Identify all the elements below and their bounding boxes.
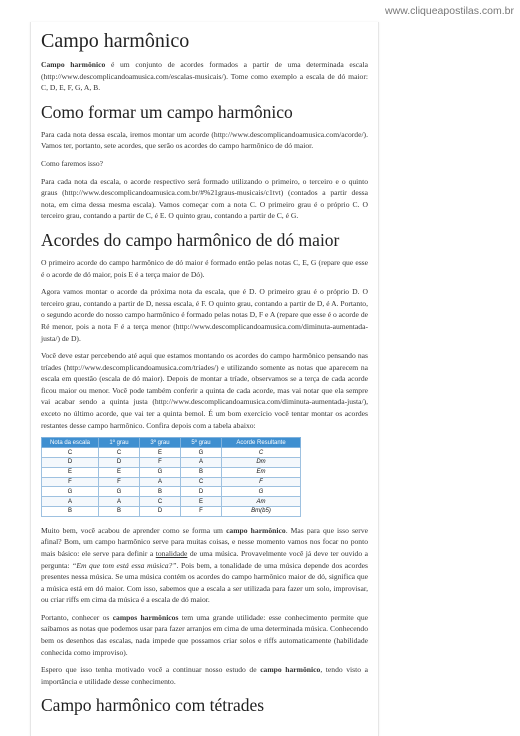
table-row	[42, 477, 301, 487]
table-cell-chord: F	[222, 477, 301, 487]
table-cell-chord: Dm	[222, 458, 301, 468]
table-cell: D	[181, 487, 222, 497]
section3-paragraph-1	[41, 525, 368, 606]
section1-paragraph-2: Como faremos isso?	[41, 158, 104, 168]
table-cell: G	[99, 487, 140, 497]
table-row	[42, 458, 301, 468]
section-heading-como-formar: Como formar um campo harmônico	[41, 101, 293, 122]
table-cell: F	[42, 477, 99, 487]
table-cell: C	[140, 497, 181, 507]
table-row	[42, 487, 301, 497]
table-cell: B	[140, 487, 181, 497]
intro-paragraph	[41, 59, 368, 94]
table-row	[42, 467, 301, 477]
table-cell: G	[140, 467, 181, 477]
italic-quote: “Em que tom está essa música?”	[72, 560, 177, 570]
text-run: tem uma grande utilidade: esse conhecimento permite que saibamos as notas que podemos usar para fazer arranjos em cima de uma determinada música. Conhecendo bem os desenhos das escalas, nada impede que possamos criar solos e riffs automaticamente (habilidade conhecida como improviso).	[41, 612, 368, 657]
table-cell-chord: Am	[222, 497, 301, 507]
chord-table-header-row	[42, 438, 301, 448]
header-quinto-grau: 5º grau	[181, 438, 222, 448]
table-row	[42, 506, 301, 516]
table-cell: D	[99, 458, 140, 468]
table-cell: B	[181, 467, 222, 477]
table-cell-chord: Bm(b5)	[222, 506, 301, 516]
section2-paragraph-3: Você deve estar percebendo até aqui que estamos montando os acordes do campo harmônico pensando nas tríades (http://www.descomplicandoamusica.com/triades/) e utilizando somente as notas que aparecem na escala em questão (escala de dó maior). Depois de montar a tríade, observamos se a terça de cada acorde ficou maior ou menor. Você pode também conferir a quinta de cada acorde, mas vai notar que ela sempre vai acabar sendo a quinta justa (http://www.descomplicandoamusica.com/diminuta-aumentada-justa/), exceto no último acorde, que vai ter a quinta bemol. É um bom exercício você tentar montar os acordes restantes desse campo harmônico. Confira depois com a tabela abaixo:	[41, 351, 368, 430]
section1-paragraph-1: Para cada nota dessa escala, iremos montar um acorde (http://www.descomplicandoamusica.com/acorde/). Vamos ter, portanto, sete acordes, que serão os acordes do campo harmônico de dó maior.	[41, 129, 368, 151]
section-heading-acordes: Acordes do campo harmônico de dó maior	[41, 229, 340, 250]
table-cell: E	[181, 497, 222, 507]
table-cell: C	[181, 477, 222, 487]
table-cell: A	[140, 477, 181, 487]
header-nota-da-escala: Nota da escala	[42, 438, 99, 448]
table-cell: B	[42, 506, 99, 516]
header-terceiro-grau: 3º grau	[140, 438, 181, 448]
table-cell: E	[42, 467, 99, 477]
chord-table	[41, 437, 301, 516]
site-watermark: www.cliqueapostilas.com.br	[385, 5, 514, 17]
intro-bold-term: Campo harmônico	[41, 60, 106, 69]
table-cell-chord: Em	[222, 467, 301, 477]
text-run: Portanto, conhecer os	[41, 612, 113, 622]
table-cell: G	[42, 487, 99, 497]
table-cell: D	[42, 458, 99, 468]
table-cell: A	[99, 497, 140, 507]
table-row	[42, 497, 301, 507]
table-cell: C	[99, 448, 140, 458]
page-title: Campo harmônico	[41, 30, 190, 52]
table-cell: C	[42, 448, 99, 458]
section3-paragraph-2	[41, 612, 368, 658]
table-cell: E	[140, 448, 181, 458]
document-page	[30, 22, 379, 736]
text-run: . Pois bem, a tonalidade de uma música depende dos acordes presentes nessa música. Se uma música contém os acordes do campo harmônico maior de dó, significa que a música está em dó maior. Com isso, sabemos que a escala a ser utilizada para fazer um solo, improvisar, ou criar riffs em cima da música é a escala de dó maior.	[41, 560, 368, 605]
section-heading-tetrades: Campo harmônico com tétrades	[41, 695, 265, 716]
table-cell: B	[99, 506, 140, 516]
section1-paragraph-3: Para cada nota da escala, o acorde respectivo será formado utilizando o primeiro, o terceiro e o quinto graus (http://www.descomplicandoamusica.com.br/#%21graus-musicais/c1tvt) (contados a partir dessa nota, em cima dessa mesma escala). Vamos começar com a nota C. O primeiro grau é o próprio C. O terceiro grau, contando a partir de C, é E. O quinto grau, contando a partir de C, é G.	[41, 176, 368, 221]
text-run: Muito bem, você acabou de aprender como se forma um	[41, 525, 227, 535]
intro-text: é um conjunto de acordes formados a partir de uma determinada escala (http://www.descomplicandoamusica.com/escalas-musicais/). Tome como exemplo a escala de dó maior: C, D, E, F, G, A, B.	[41, 60, 368, 93]
header-acorde-resultante: Acorde Resultante	[222, 438, 301, 448]
table-cell: F	[140, 458, 181, 468]
table-cell: G	[181, 448, 222, 458]
table-cell: A	[181, 458, 222, 468]
section2-paragraph-2: Agora vamos montar o acorde da próxima nota da escala, que é D. O primeiro grau é o próprio D. O terceiro grau, contando a partir de D, nessa escala, é F. O quinto grau, contando a partir de D, é A. Portanto, o segundo acorde do nosso campo harmônico é formado pelas notas D, F e A (repare que esse é o acorde de Ré menor, pois a nota F é a terça menor (http://www.descomplicandoamusica.com/diminuta-aumentada-justa/) de D).	[41, 287, 368, 343]
table-cell: D	[140, 506, 181, 516]
table-cell-chord: G	[222, 487, 301, 497]
table-cell: A	[42, 497, 99, 507]
bold-term: campos harmônicos	[112, 612, 179, 622]
text-run: de uma música. Provavelmente você já deve ter ouvido a pergunta:	[41, 548, 368, 570]
text-run: , tendo visto a importância e utilidade desse conhecimento.	[41, 665, 368, 686]
section2-paragraph-1: O primeiro acorde do campo harmônico de dó maior é formado então pelas notas C, E, G (repare que esse é o acorde de dó maior, pois E é a terça maior de Dó).	[41, 257, 368, 279]
table-cell-chord: C	[222, 448, 301, 458]
bold-term: campo harmônico	[260, 665, 321, 675]
text-run: . Mas para que isso serve afinal? Bom, um campo harmônico serve para muitas coisas, e nesse momento vamos nos focar no ponto mais básico: ele serve para definir a	[41, 525, 368, 558]
table-cell: E	[99, 467, 140, 477]
section3-paragraph-3	[41, 664, 368, 687]
table-cell: F	[99, 477, 140, 487]
tonalidade-link[interactable]: tonalidade	[155, 548, 188, 558]
table-row	[42, 448, 301, 458]
header-primeiro-grau: 1º grau	[99, 438, 140, 448]
bold-term: campo harmônico	[226, 525, 286, 535]
table-cell: F	[181, 506, 222, 516]
text-run: Espero que isso tenha motivado você a continuar nosso estudo de	[41, 665, 261, 675]
